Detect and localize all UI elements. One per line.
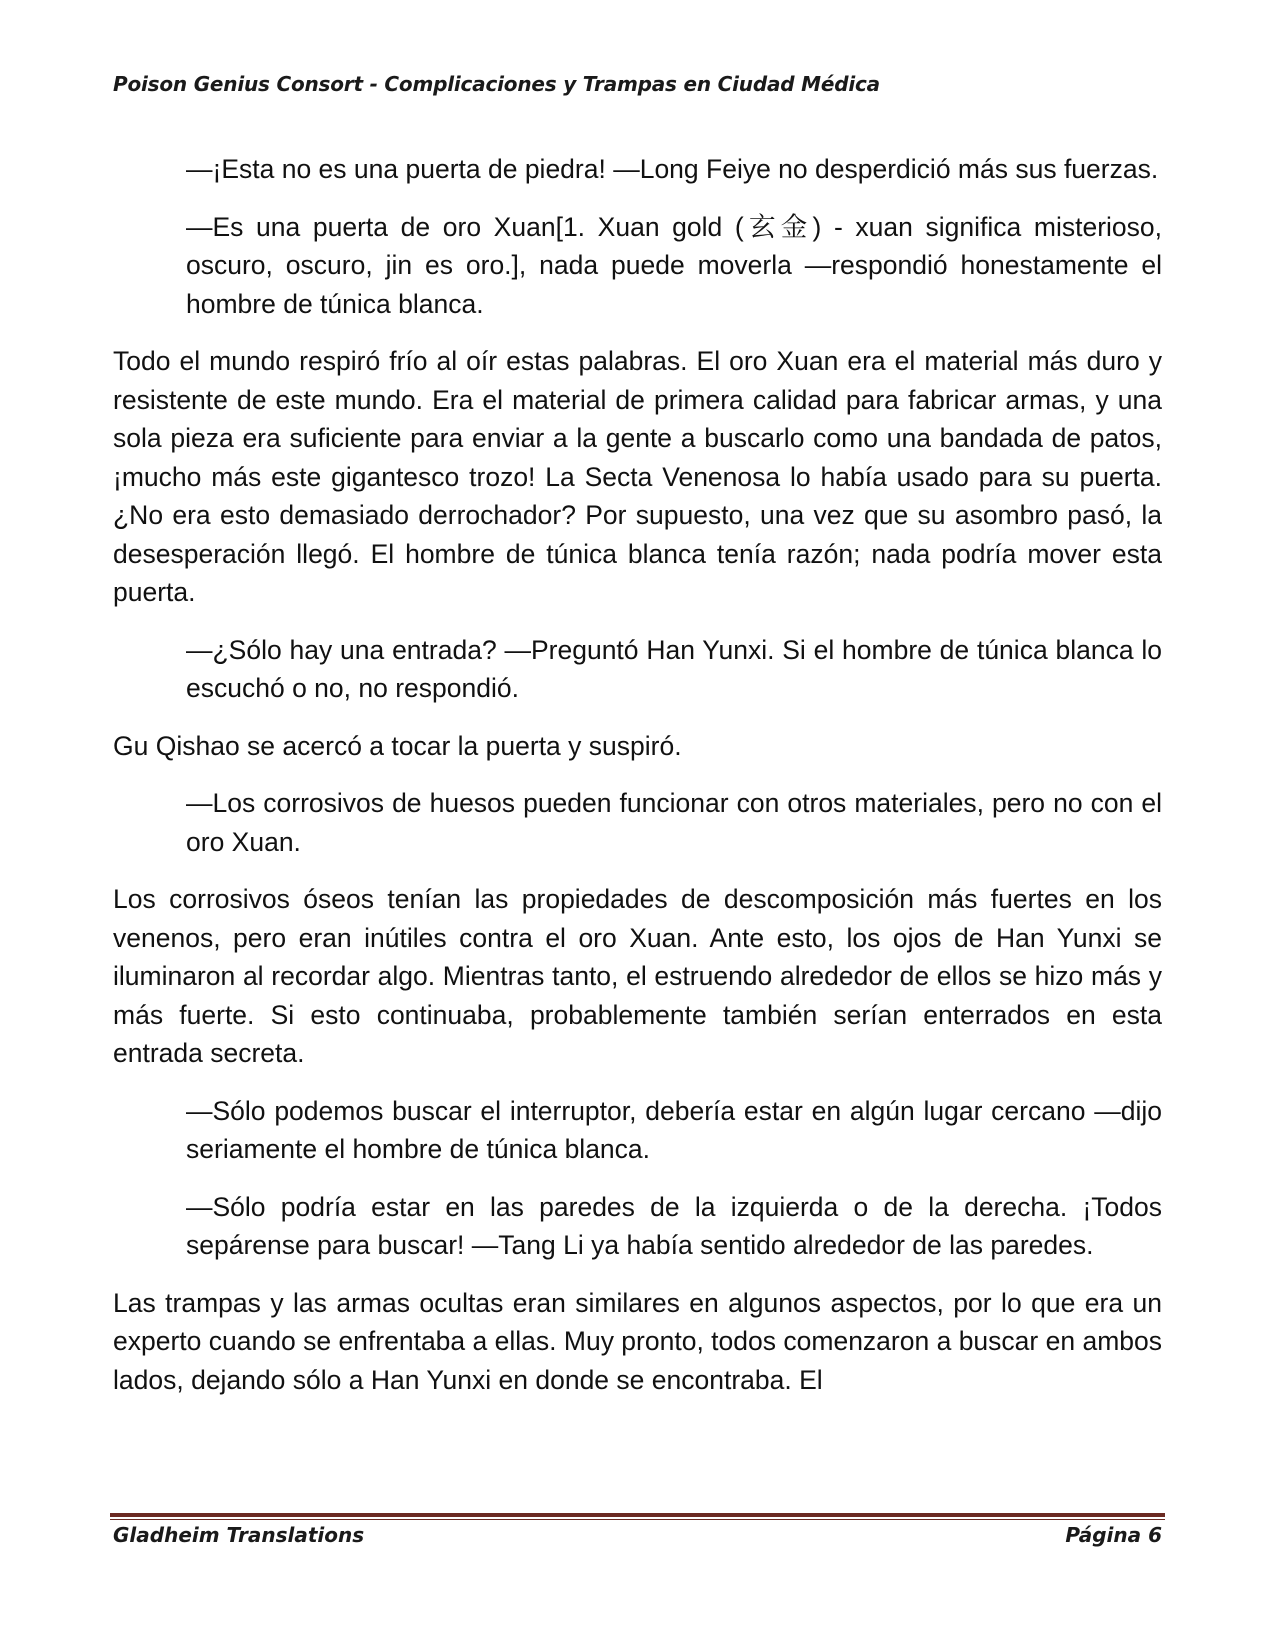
paragraph-narration: Los corrosivos óseos tenían las propiedades de descomposición más fuertes en los venenos, pero eran inútiles contra el oro Xuan. Ante esto, los ojos de Han Yunxi se iluminaron al recordar algo. Mientras tanto, el estruendo alrededor de ellos se hizo más y más fuerte. Si esto continuaba, probablemente también serían enterrados en esta entrada secreta. xyxy=(113,884,1162,1068)
paragraph-dialogue: —Sólo podría estar en las paredes de la izquierda o de la derecha. ¡Todos sepárense para buscar! —Tang Li ya había sentido alrededor de las paredes. xyxy=(186,1191,1162,1260)
paragraph-dialogue: —Es una puerta de oro Xuan[1. Xuan gold (玄金) - xuan significa misterioso, oscuro, oscuro, jin es oro.], nada puede moverla —respondió honestamente el hombre de túnica blanca. xyxy=(186,211,1162,319)
document-body xyxy=(113,150,1162,1418)
paragraph-narration: Las trampas y las armas ocultas eran similares en algunos aspectos, por lo que era un experto cuando se enfrentaba a ellas. Muy pronto, todos comenzaron a buscar en ambos lados, dejando sólo a Han Yunxi en donde se encontraba. El xyxy=(113,1287,1162,1395)
footer-page-number: Página 6 xyxy=(1065,1523,1162,1547)
footer-divider xyxy=(110,1513,1165,1517)
footer-divider-thin xyxy=(110,1519,1165,1520)
paragraph-dialogue: —Sólo podemos buscar el interruptor, debería estar en algún lugar cercano —dijo seriamente el hombre de túnica blanca. xyxy=(186,1095,1162,1164)
paragraph-narration: Gu Qishao se acercó a tocar la puerta y suspiró. xyxy=(113,730,682,761)
paragraph-narration: Todo el mundo respiró frío al oír estas palabras. El oro Xuan era el material más duro y resistente de este mundo. Era el material de primera calidad para fabricar armas, y una sola pieza era suficiente para enviar a la gente a buscarlo como una bandada de patos, ¡mucho más este gigantesco trozo! La Secta Venenosa lo había usado para su puerta. ¿No era esto demasiado derrochador? Por supuesto, una vez que su asombro pasó, la desesperación llegó. El hombre de túnica blanca tenía razón; nada podría mover esta puerta. xyxy=(113,346,1162,607)
footer-translator: Gladheim Translations xyxy=(113,1523,365,1547)
page-header-title: Poison Genius Consort - Complicaciones y Trampas en Ciudad Médica xyxy=(113,72,880,96)
paragraph-dialogue: —Los corrosivos de huesos pueden funcionar con otros materiales, pero no con el oro Xuan. xyxy=(186,788,1162,857)
paragraph-dialogue: —¿Sólo hay una entrada? —Preguntó Han Yunxi. Si el hombre de túnica blanca lo escuchó o no, no respondió. xyxy=(186,634,1162,703)
paragraph-dialogue: —¡Esta no es una puerta de piedra! —Long Feiye no desperdició más sus fuerzas. xyxy=(186,154,1159,184)
